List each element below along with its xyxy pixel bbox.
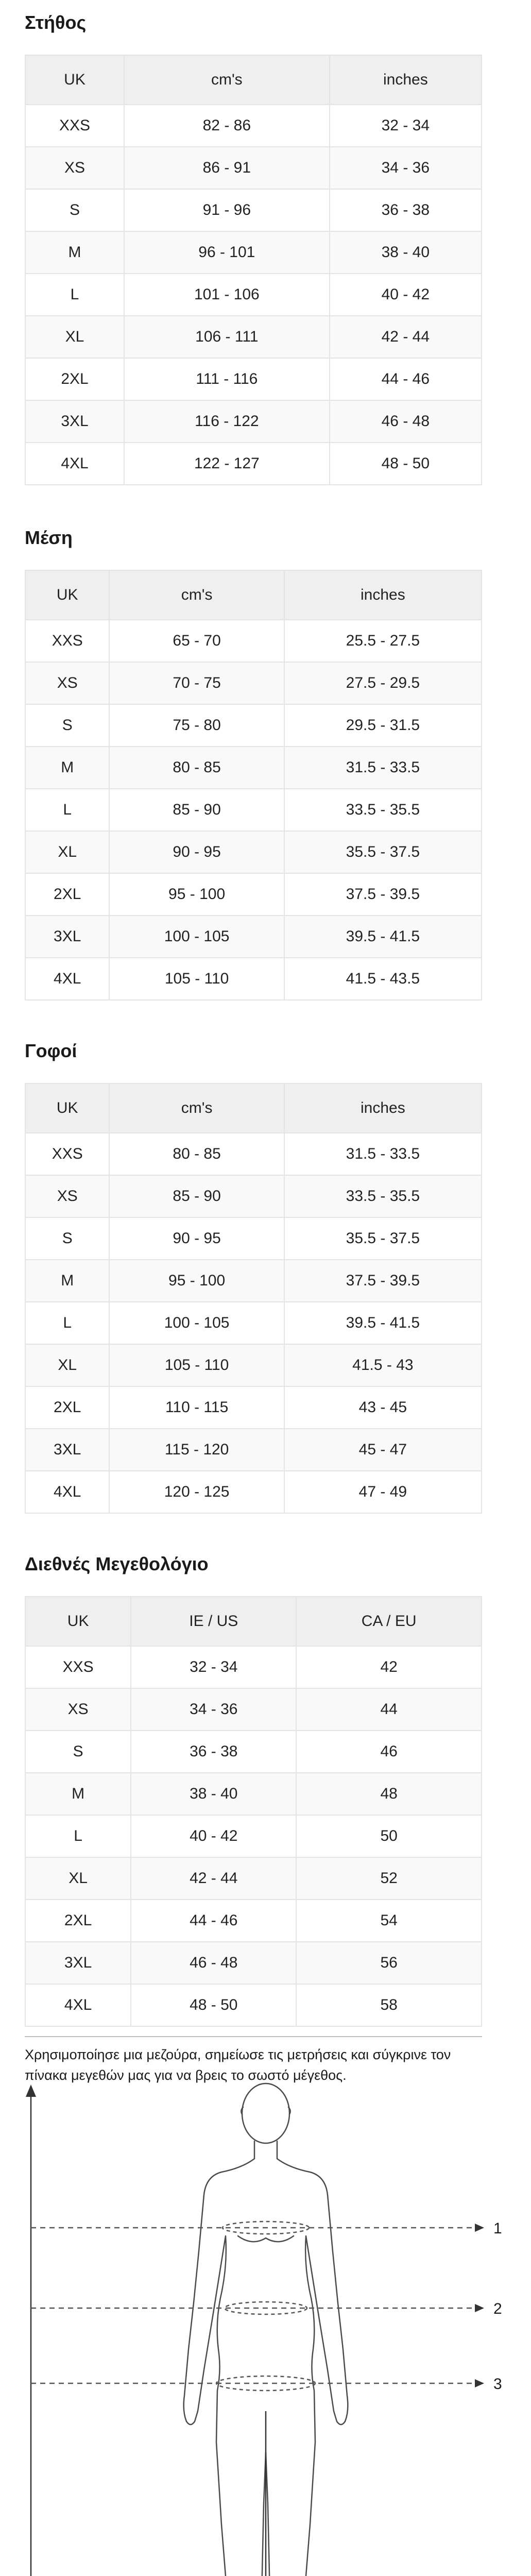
table-cell: 25.5 - 27.5 xyxy=(284,620,482,662)
table-cell: 4XL xyxy=(25,958,109,1000)
table-row xyxy=(25,1815,482,1857)
table-row xyxy=(25,1344,482,1386)
table-row xyxy=(25,1984,482,2026)
table-cell: 48 xyxy=(296,1773,482,1815)
table-row xyxy=(25,231,482,274)
table-row xyxy=(25,1386,482,1429)
table-row xyxy=(25,316,482,358)
column-header: IE / US xyxy=(131,1597,296,1646)
international-section xyxy=(25,1552,482,2027)
table-cell: 44 - 46 xyxy=(330,358,482,400)
intro-text: Χρησιμοποίησε μια μεζούρα, σημείωσε τις μετρήσεις και σύγκρινε τον πίνακα μεγεθών μας για να βρεις το σωστό μέγεθος. xyxy=(25,2047,451,2083)
table-cell: 38 - 40 xyxy=(330,231,482,274)
column-header: UK xyxy=(25,55,124,105)
table-cell: XS xyxy=(25,1688,131,1731)
column-header: cm's xyxy=(109,1083,284,1133)
column-header: CA / EU xyxy=(296,1597,482,1646)
table-cell: 95 - 100 xyxy=(109,873,284,916)
table-cell: 105 - 110 xyxy=(109,958,284,1000)
international-title: Διεθνές Μεγεθολόγιο xyxy=(25,1553,209,1574)
table-row xyxy=(25,105,482,147)
table-cell: 90 - 95 xyxy=(109,831,284,873)
table-cell: 70 - 75 xyxy=(109,662,284,704)
table-cell: 50 xyxy=(296,1815,482,1857)
column-header: UK xyxy=(25,570,109,620)
table-cell: 115 - 120 xyxy=(109,1429,284,1471)
table-cell: 2XL xyxy=(25,873,109,916)
table-cell: 2XL xyxy=(25,1386,109,1429)
table-cell: S xyxy=(25,1217,109,1260)
table-cell: 116 - 122 xyxy=(124,400,330,443)
table-cell: 58 xyxy=(296,1984,482,2026)
table-cell: 3XL xyxy=(25,1942,131,1984)
table-cell: 41.5 - 43 xyxy=(284,1344,482,1386)
table-header-row xyxy=(25,1083,482,1133)
table-cell: 110 - 115 xyxy=(109,1386,284,1429)
table-row xyxy=(25,704,482,747)
table-cell: S xyxy=(25,189,124,231)
column-header: inches xyxy=(284,1083,482,1133)
column-header: inches xyxy=(330,55,482,105)
table-cell: 37.5 - 39.5 xyxy=(284,873,482,916)
waist-section xyxy=(25,526,482,1001)
table-cell: 111 - 116 xyxy=(124,358,330,400)
table-row xyxy=(25,1688,482,1731)
column-header: inches xyxy=(284,570,482,620)
table-cell: 106 - 111 xyxy=(124,316,330,358)
divider xyxy=(25,2036,482,2037)
table-row xyxy=(25,1217,482,1260)
table-row xyxy=(25,1471,482,1513)
table-cell: 27.5 - 29.5 xyxy=(284,662,482,704)
table-cell: XL xyxy=(25,831,109,873)
table-cell: 48 - 50 xyxy=(330,443,482,485)
table-row xyxy=(25,1429,482,1471)
table-cell: 31.5 - 33.5 xyxy=(284,1133,482,1175)
table-cell: XXS xyxy=(25,1646,131,1688)
table-cell: 101 - 106 xyxy=(124,274,330,316)
hips-title: Γοφοί xyxy=(25,1040,77,1061)
table-cell: 33.5 - 35.5 xyxy=(284,1175,482,1217)
table-cell: L xyxy=(25,1302,109,1344)
table-cell: XXS xyxy=(25,105,124,147)
table-cell: 120 - 125 xyxy=(109,1471,284,1513)
table-cell: XL xyxy=(25,1857,131,1900)
column-header: UK xyxy=(25,1083,109,1133)
table-row xyxy=(25,1302,482,1344)
table-row xyxy=(25,662,482,704)
table-row xyxy=(25,916,482,958)
table-row xyxy=(25,443,482,485)
table-cell: XS xyxy=(25,1175,109,1217)
table-row xyxy=(25,620,482,662)
table-header-row xyxy=(25,55,482,105)
table-cell: 65 - 70 xyxy=(109,620,284,662)
column-header: cm's xyxy=(109,570,284,620)
table-cell: 32 - 34 xyxy=(131,1646,296,1688)
chest-title: Στήθος xyxy=(25,12,87,33)
table-row xyxy=(25,1731,482,1773)
waist-table xyxy=(25,570,482,1001)
table-cell: 82 - 86 xyxy=(124,105,330,147)
table-cell: XL xyxy=(25,316,124,358)
table-row xyxy=(25,789,482,831)
hips-table xyxy=(25,1083,482,1514)
table-cell: 44 xyxy=(296,1688,482,1731)
table-row xyxy=(25,274,482,316)
table-cell: 44 - 46 xyxy=(131,1900,296,1942)
table-cell: 56 xyxy=(296,1942,482,1984)
table-cell: M xyxy=(25,747,109,789)
table-cell: 80 - 85 xyxy=(109,747,284,789)
table-cell: XS xyxy=(25,662,109,704)
table-cell: 54 xyxy=(296,1900,482,1942)
table-cell: 80 - 85 xyxy=(109,1133,284,1175)
table-cell: L xyxy=(25,274,124,316)
hips-section xyxy=(25,1039,482,1514)
table-cell: 85 - 90 xyxy=(109,789,284,831)
table-header-row xyxy=(25,570,482,620)
table-row xyxy=(25,1773,482,1815)
table-cell: 46 - 48 xyxy=(131,1942,296,1984)
table-row xyxy=(25,1133,482,1175)
table-cell: 2XL xyxy=(25,358,124,400)
guide-arrows xyxy=(475,2224,484,2576)
international-table xyxy=(25,1596,482,2027)
table-row xyxy=(25,831,482,873)
table-cell: 2XL xyxy=(25,1900,131,1942)
table-cell: 96 - 101 xyxy=(124,231,330,274)
table-cell: 39.5 - 41.5 xyxy=(284,916,482,958)
table-cell: 46 - 48 xyxy=(330,400,482,443)
table-cell: 75 - 80 xyxy=(109,704,284,747)
marker-2: 2 xyxy=(493,2300,502,2317)
table-cell: 42 - 44 xyxy=(330,316,482,358)
table-cell: 86 - 91 xyxy=(124,147,330,189)
table-row xyxy=(25,1260,482,1302)
table-cell: 42 xyxy=(296,1646,482,1688)
table-cell: 33.5 - 35.5 xyxy=(284,789,482,831)
table-cell: 38 - 40 xyxy=(131,1773,296,1815)
table-cell: 35.5 - 37.5 xyxy=(284,831,482,873)
table-cell: 48 - 50 xyxy=(131,1984,296,2026)
table-cell: 34 - 36 xyxy=(131,1688,296,1731)
table-cell: 3XL xyxy=(25,916,109,958)
chest-section xyxy=(25,10,482,485)
table-cell: M xyxy=(25,1773,131,1815)
body-measurement-figure xyxy=(0,2081,531,2576)
table-cell: 91 - 96 xyxy=(124,189,330,231)
marker-1: 1 xyxy=(493,2220,502,2237)
guide-lines xyxy=(31,2228,478,2576)
table-cell: L xyxy=(25,1815,131,1857)
table-cell: 52 xyxy=(296,1857,482,1900)
table-cell: S xyxy=(25,1731,131,1773)
table-row xyxy=(25,873,482,916)
table-cell: 35.5 - 37.5 xyxy=(284,1217,482,1260)
table-row xyxy=(25,747,482,789)
table-cell: L xyxy=(25,789,109,831)
table-row xyxy=(25,147,482,189)
table-cell: 40 - 42 xyxy=(131,1815,296,1857)
table-cell: 43 - 45 xyxy=(284,1386,482,1429)
table-cell: 105 - 110 xyxy=(109,1344,284,1386)
table-cell: 90 - 95 xyxy=(109,1217,284,1260)
table-row xyxy=(25,358,482,400)
table-cell: 4XL xyxy=(25,1471,109,1513)
table-cell: 41.5 - 43.5 xyxy=(284,958,482,1000)
table-row xyxy=(25,1942,482,1984)
table-cell: 100 - 105 xyxy=(109,1302,284,1344)
table-row xyxy=(25,400,482,443)
body-measure-rings xyxy=(216,2222,315,2391)
table-cell: 42 - 44 xyxy=(131,1857,296,1900)
table-cell: 37.5 - 39.5 xyxy=(284,1260,482,1302)
table-cell: 47 - 49 xyxy=(284,1471,482,1513)
table-cell: 36 - 38 xyxy=(330,189,482,231)
table-cell: 29.5 - 31.5 xyxy=(284,704,482,747)
table-row xyxy=(25,958,482,1000)
waist-title: Μέση xyxy=(25,527,73,548)
height-arrow xyxy=(26,2084,36,2576)
table-cell: 36 - 38 xyxy=(131,1731,296,1773)
table-cell: 34 - 36 xyxy=(330,147,482,189)
table-cell: XXS xyxy=(25,620,109,662)
table-cell: 4XL xyxy=(25,1984,131,2026)
table-row xyxy=(25,1900,482,1942)
marker-3: 3 xyxy=(493,2376,502,2393)
table-cell: 3XL xyxy=(25,400,124,443)
table-cell: 45 - 47 xyxy=(284,1429,482,1471)
table-cell: 3XL xyxy=(25,1429,109,1471)
chest-table xyxy=(25,55,482,485)
table-cell: 39.5 - 41.5 xyxy=(284,1302,482,1344)
table-cell: 85 - 90 xyxy=(109,1175,284,1217)
table-cell: XXS xyxy=(25,1133,109,1175)
column-header: UK xyxy=(25,1597,131,1646)
table-row xyxy=(25,1857,482,1900)
table-cell: S xyxy=(25,704,109,747)
table-cell: 4XL xyxy=(25,443,124,485)
table-cell: 122 - 127 xyxy=(124,443,330,485)
table-row xyxy=(25,1646,482,1688)
table-cell: 40 - 42 xyxy=(330,274,482,316)
table-cell: M xyxy=(25,231,124,274)
table-cell: XL xyxy=(25,1344,109,1386)
table-cell: 100 - 105 xyxy=(109,916,284,958)
table-cell: 31.5 - 33.5 xyxy=(284,747,482,789)
table-row xyxy=(25,1175,482,1217)
table-cell: 95 - 100 xyxy=(109,1260,284,1302)
table-cell: M xyxy=(25,1260,109,1302)
table-row xyxy=(25,189,482,231)
table-cell: 32 - 34 xyxy=(330,105,482,147)
column-header: cm's xyxy=(124,55,330,105)
table-header-row xyxy=(25,1597,482,1646)
table-cell: 46 xyxy=(296,1731,482,1773)
table-cell: XS xyxy=(25,147,124,189)
